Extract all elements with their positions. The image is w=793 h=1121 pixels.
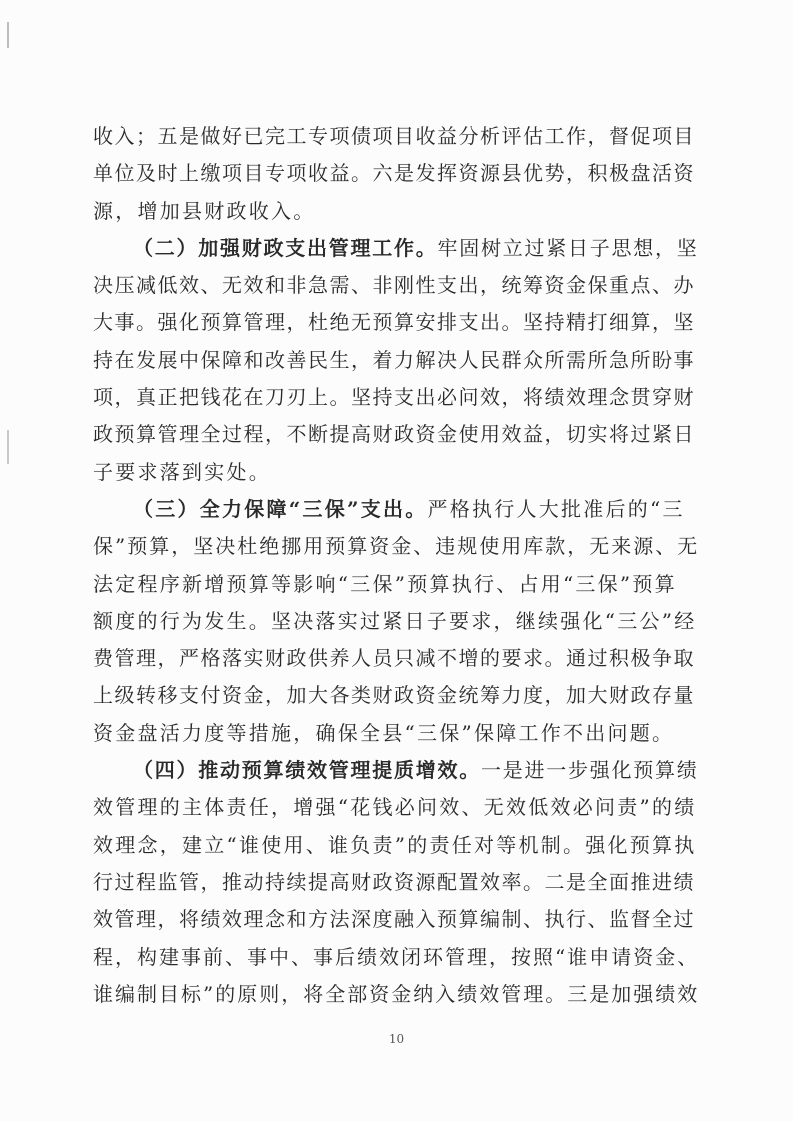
text-line bbox=[93, 864, 701, 901]
section-heading: （二）加强财政支出管理工作。 bbox=[133, 235, 438, 260]
text-line bbox=[93, 342, 701, 379]
scan-edge-mark bbox=[7, 22, 9, 48]
line-text: 子要求落到实处。 bbox=[93, 459, 271, 484]
line-text: 一是进一步强化预算绩 bbox=[481, 758, 699, 783]
line-text: 资金盘活力度等措施，确保全县“三保”保障工作不出问题。 bbox=[93, 720, 675, 745]
line-text: 额度的行为发生。坚决落实过紧日子要求，继续强化“三公”经 bbox=[93, 608, 697, 633]
text-line bbox=[93, 454, 701, 491]
line-text: 费管理，严格落实财政供养人员只减不增的要求。通过积极争取 bbox=[93, 646, 695, 671]
line-text: 政预算管理全过程，不断提高财政资金使用效益，切实将过紧日 bbox=[93, 422, 695, 447]
text-line bbox=[93, 566, 701, 603]
scan-edge-mark bbox=[7, 430, 9, 464]
text-line bbox=[93, 901, 701, 938]
line-text: 效理念，建立“谁使用、谁负责”的责任对等机制。强化预算执 bbox=[93, 832, 697, 857]
text-line bbox=[93, 827, 701, 864]
line-text: 持在发展中保障和改善民生，着力解决人民群众所需所急所盼事 bbox=[93, 347, 695, 372]
line-text: 法定程序新增预算等影响“三保”预算执行、占用“三保”预算 bbox=[93, 571, 677, 596]
line-text: 源，增加县财政收入。 bbox=[93, 198, 316, 223]
section-heading: （四）推动预算绩效管理提质增效。 bbox=[133, 758, 481, 783]
text-line bbox=[93, 379, 701, 416]
text-line bbox=[93, 715, 701, 752]
text-line bbox=[93, 304, 701, 341]
line-text: 收入；五是做好已完工专项债项目收益分析评估工作，督促项目 bbox=[93, 124, 695, 148]
line-text: 效管理，将绩效理念和方法深度融入预算编制、执行、监督全过 bbox=[93, 907, 695, 932]
line-text: 牢固树立过紧日子思想，坚 bbox=[437, 235, 699, 260]
text-line bbox=[93, 193, 701, 230]
section-heading: （三）全力保障“三保”支出。 bbox=[133, 496, 428, 521]
text-line bbox=[93, 789, 701, 826]
text-line bbox=[93, 677, 701, 714]
line-text: 效管理的主体责任，增强“花钱必问效、无效低效必问责”的绩 bbox=[93, 795, 697, 820]
line-text: 行过程监管，推动持续提高财政资源配置效率。二是全面推进绩 bbox=[93, 869, 695, 894]
text-line bbox=[93, 603, 701, 640]
text-line bbox=[93, 230, 701, 267]
line-text: 项，真正把钱花在刀刃上。坚持支出必问效，将绩效理念贯穿财 bbox=[93, 385, 695, 410]
text-line bbox=[93, 976, 701, 1013]
text-line bbox=[93, 752, 701, 789]
body-text bbox=[93, 118, 701, 1013]
text-line bbox=[93, 267, 701, 304]
text-line bbox=[93, 155, 701, 192]
line-text: 上级转移支付资金，加大各类财政资金统筹力度，加大财政存量 bbox=[93, 683, 695, 708]
line-text: 决压减低效、无效和非急需、非刚性支出，统筹资金保重点、办 bbox=[93, 273, 695, 298]
text-line bbox=[93, 528, 701, 565]
line-text: 保”预算，坚决杜绝挪用预算资金、违规使用库款，无来源、无 bbox=[93, 534, 700, 559]
text-line bbox=[93, 118, 701, 155]
line-text: 大事。强化预算管理，杜绝无预算安排支出。坚持精打细算，坚 bbox=[93, 310, 695, 335]
line-text: 谁编制目标”的原则，将全部资金纳入绩效管理。三是加强绩效 bbox=[93, 981, 700, 1006]
line-text: 单位及时上缴项目专项收益。六是发挥资源县优势，积极盘活资 bbox=[93, 161, 695, 186]
text-line bbox=[93, 640, 701, 677]
text-line bbox=[93, 939, 701, 976]
line-text: 严格执行人大批准后的“三 bbox=[427, 496, 685, 521]
page-number: 10 bbox=[388, 1032, 405, 1046]
text-line bbox=[93, 491, 701, 528]
text-line bbox=[93, 416, 701, 453]
line-text: 程，构建事前、事中、事后绩效闭环管理，按照“谁申请资金、 bbox=[93, 944, 700, 969]
